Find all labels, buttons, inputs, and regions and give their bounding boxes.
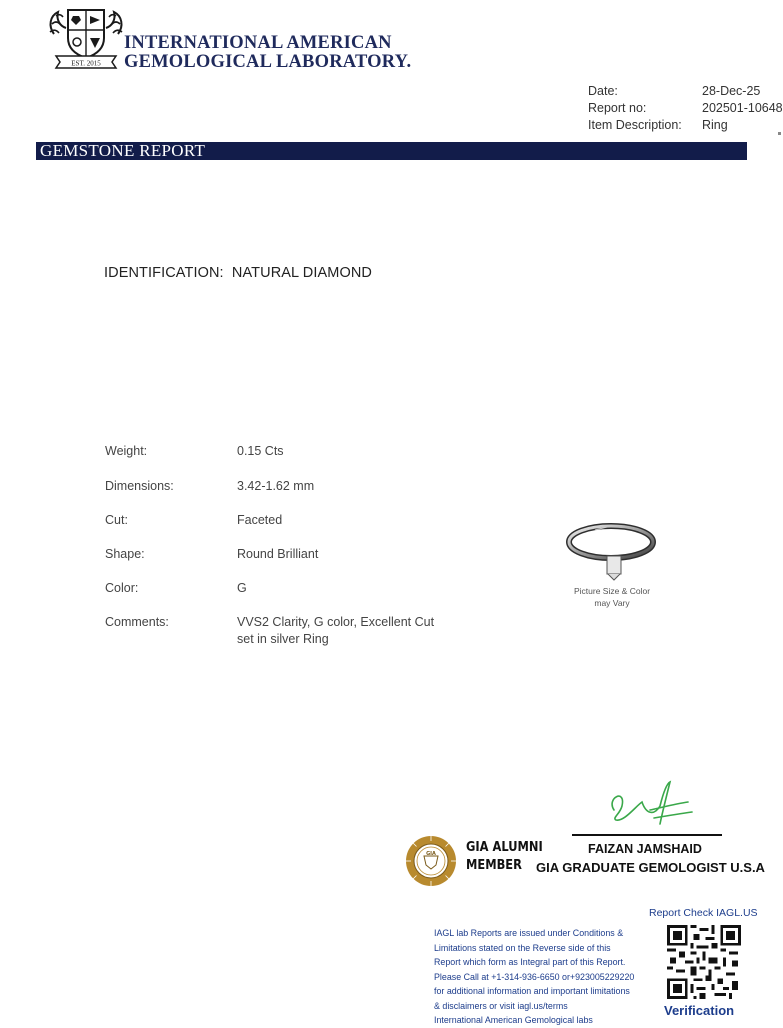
gia-alumni-seal [404, 834, 458, 888]
report-banner-title: GEMSTONE REPORT [40, 141, 206, 160]
gia-alumni-text: GIA ALUMNI [466, 840, 543, 855]
image-caption-line2: may Vary [594, 597, 630, 608]
logo-est-text: EST. 2015 [71, 59, 101, 68]
disclaimer-line: Limitations stated on the Reverse side of this [434, 942, 611, 953]
item-description-value: Ring [702, 118, 728, 132]
org-name-line2: GEMOLOGICAL LABORATORY. [124, 52, 412, 72]
cut-label: Cut: [105, 513, 128, 527]
org-name-line1: INTERNATIONAL AMERICAN [124, 33, 392, 53]
date-value: 28-Dec-25 [702, 84, 761, 98]
shape-value: Round Brilliant [237, 547, 319, 561]
qr-code[interactable] [667, 925, 741, 999]
verification-label[interactable]: Verification [664, 1003, 735, 1018]
gia-member-text: MEMBER [466, 858, 522, 873]
color-label: Color: [105, 581, 139, 595]
report-check-link[interactable]: Report Check IAGL.US [649, 907, 758, 919]
shape-label: Shape: [105, 547, 145, 561]
image-caption-line1: Picture Size & Color [573, 586, 651, 596]
report-no-value: 202501-10648 [702, 101, 783, 115]
gia-seal-text: GIA [426, 851, 436, 857]
disclaimer-line: Please Call at +1-314-936-6650 or+923005229220 [434, 971, 635, 982]
iagl-logo [46, 4, 126, 72]
identification-heading: IDENTIFICATION: NATURAL DIAMOND [104, 265, 372, 281]
dimensions-value: 3.42-1.62 mm [237, 479, 315, 493]
signature-line [572, 834, 722, 836]
weight-label: Weight: [105, 444, 148, 458]
disclaimer-line: IAGL lab Reports are issued under Conditions & [434, 928, 624, 938]
stray-mark [778, 132, 781, 135]
comments-value-line2: set in silver Ring [237, 632, 329, 646]
signer-title: GIA GRADUATE GEMOLOGIST U.S.A [536, 860, 765, 875]
disclaimer-line: & disclaimers or visit iagl.us/terms [434, 1000, 568, 1011]
cut-value: Faceted [237, 513, 283, 527]
date-label: Date: [588, 84, 618, 98]
report-no-label: Report no: [588, 101, 647, 115]
disclaimer-line: for additional information and important limitations [434, 986, 630, 996]
disclaimer-line: Report which form as Integral part of this Report. [434, 957, 626, 967]
ring-photo [565, 518, 659, 584]
comments-value-line1: VVS2 Clarity, G color, Excellent Cut [237, 615, 435, 629]
color-value: G [237, 581, 247, 595]
image-caption [566, 586, 658, 609]
disclaimer-text [434, 926, 654, 1028]
dimensions-label: Dimensions: [105, 479, 174, 493]
disclaimer-line: International American Gemological labs [434, 1015, 593, 1025]
weight-value: 0.15 Cts [237, 444, 284, 458]
signature-image [600, 780, 700, 830]
item-description-label: Item Description: [588, 118, 682, 132]
signer-name: FAIZAN JAMSHAID [588, 842, 702, 856]
comments-label: Comments: [105, 615, 169, 629]
